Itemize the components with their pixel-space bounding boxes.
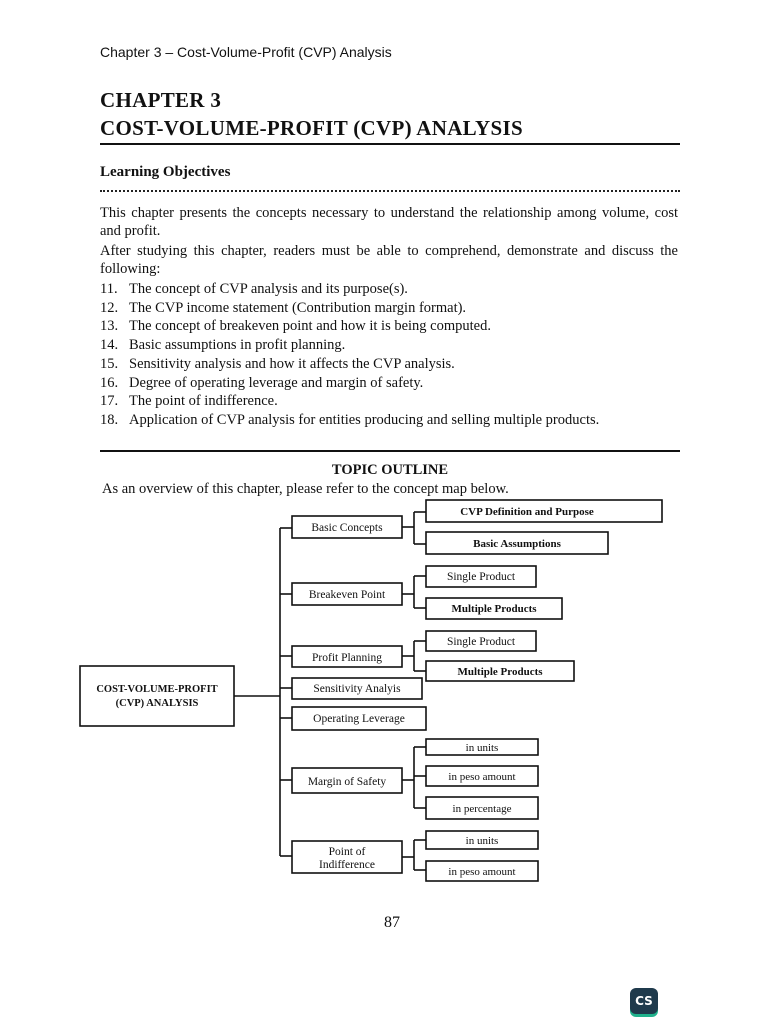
- subtopic-be-multiple-products: Multiple Products: [451, 603, 537, 615]
- item-text: The concept of breakeven point and how it is being computed.: [129, 318, 491, 335]
- item-number: 13.: [100, 318, 119, 335]
- topic-operating-leverage: Operating Leverage: [313, 713, 405, 725]
- subtopic-mos-percentage: in percentage: [452, 803, 512, 815]
- topic-point-of-indifference-line2: Indifference: [319, 859, 375, 871]
- running-head: Chapter 3 – Cost-Volume-Profit (CVP) Analysis: [100, 44, 392, 60]
- camscanner-logo-icon: CS: [630, 988, 658, 1014]
- page-number: 87: [384, 914, 400, 931]
- subtopic-poi-units: in units: [465, 835, 499, 847]
- subtopic-pp-multiple-products: Multiple Products: [457, 666, 543, 678]
- objectives-intro-1: This chapter presents the concepts necessary to understand the relationship among volume, cost and profit.: [100, 205, 678, 239]
- item-number: 15.: [100, 355, 119, 372]
- item-number: 12.: [100, 299, 119, 316]
- topic-breakeven-point: Breakeven Point: [308, 589, 386, 601]
- item-number: 16.: [100, 374, 119, 391]
- item-text: Degree of operating leverage and margin of safety.: [129, 374, 424, 391]
- item-text: The point of indifference.: [129, 393, 278, 410]
- item-number: 18.: [100, 411, 119, 428]
- root-label-line1: COST-VOLUME-PROFIT: [96, 684, 218, 695]
- root-label-line2: (CVP) ANALYSIS: [115, 698, 199, 709]
- item-text: Basic assumptions in profit planning.: [129, 337, 346, 354]
- objectives-intro-2: After studying this chapter, readers must be able to comprehend, demonstrate and discuss the following:: [100, 243, 678, 277]
- subtopic-be-single-product: Single Product: [446, 571, 516, 583]
- learning-objectives-heading: Learning Objectives: [100, 164, 231, 180]
- topic-sensitivity-analysis: Sensitivity Analyis: [313, 683, 401, 695]
- topic-profit-planning: Profit Planning: [312, 652, 382, 664]
- item-text: Sensitivity analysis and how it affects the CVP analysis.: [129, 355, 455, 372]
- item-text: The concept of CVP analysis and its purpose(s).: [129, 281, 408, 297]
- subtopic-poi-peso: in peso amount: [448, 866, 516, 878]
- item-number: 11.: [100, 281, 118, 297]
- item-text: The CVP income statement (Contribution margin format).: [129, 299, 467, 316]
- topic-outline-intro: As an overview of this chapter, please refer to the concept map below.: [102, 481, 509, 497]
- item-number: 14.: [100, 337, 119, 354]
- subtopic-mos-units: in units: [465, 742, 499, 754]
- topic-outline-title: TOPIC OUTLINE: [331, 462, 449, 478]
- root-box: [80, 666, 234, 726]
- topic-basic-concepts: Basic Concepts: [311, 522, 383, 534]
- topic-point-of-indifference-line1: Point of: [328, 846, 366, 858]
- subtopic-pp-single-product: Single Product: [446, 636, 516, 648]
- item-text: Application of CVP analysis for entities producing and selling multiple products.: [129, 411, 600, 428]
- chapter-title: COST-VOLUME-PROFIT (CVP) ANALYSIS: [100, 116, 523, 140]
- chapter-number: CHAPTER 3: [100, 88, 222, 112]
- item-number: 17.: [100, 393, 119, 410]
- subtopic-mos-peso: in peso amount: [448, 771, 516, 783]
- subtopic-basic-assumptions: Basic Assumptions: [473, 538, 561, 550]
- subtopic-cvp-definition: CVP Definition and Purpose: [460, 506, 594, 518]
- topic-margin-of-safety: Margin of Safety: [307, 776, 387, 788]
